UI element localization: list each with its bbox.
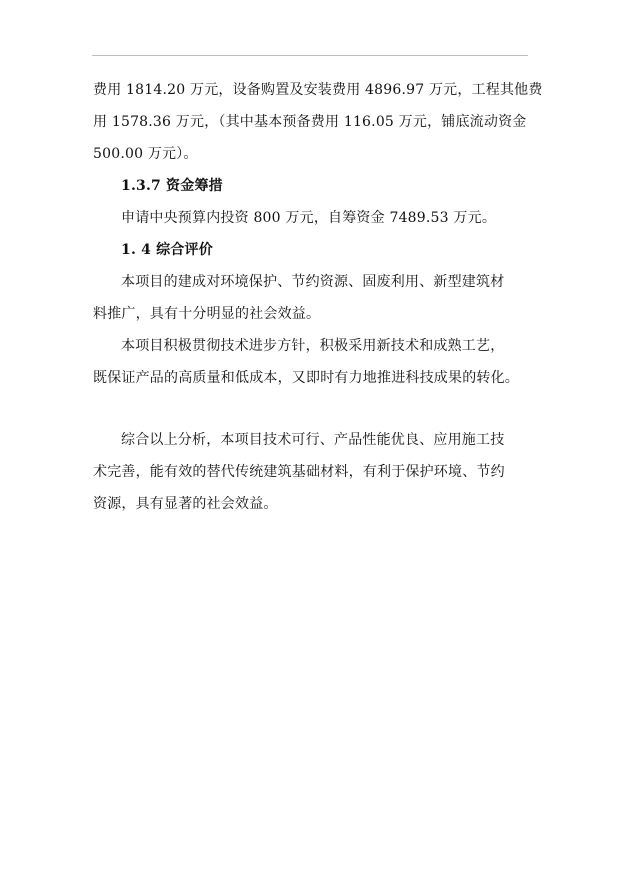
header-rule	[92, 55, 528, 56]
evaluation-para2-line: 既保证产品的高质量和低成本，又即时有力地推进科技成果的转化。	[93, 370, 519, 386]
evaluation-para1-line: 本项目的建成对环境保护、节约资源、固废利用、新型建筑材	[121, 274, 505, 290]
summary-para-line: 资源，具有显著的社会效益。	[93, 496, 278, 512]
blank-line	[93, 399, 527, 429]
body-line: 费用 1814.20 万元，设备购置及安装费用 4896.97 万元，工程其他费	[93, 82, 543, 98]
section-heading-1-3-7: 1.3.7 资金筹措	[121, 178, 223, 194]
summary-para-line: 术完善，能有效的替代传统建筑基础材料，有利于保护环境、节约	[93, 464, 505, 480]
body-line: 用 1578.36 万元，（其中基本预备费用 116.05 万元，铺底流动资金	[93, 114, 527, 130]
summary-para-line: 综合以上分析，本项目技术可行、产品性能优良、应用施工技	[121, 432, 505, 448]
section-heading-1-4: 1. 4 综合评价	[121, 242, 213, 258]
body-line: 500.00 万元）。	[93, 146, 198, 162]
funding-text: 申请中央预算内投资 800 万元，自筹资金 7489.53 万元。	[121, 210, 497, 226]
evaluation-para2-line: 本项目积极贯彻技术进步方针，积极采用新技术和成熟工艺，	[121, 338, 505, 354]
document-body	[93, 79, 543, 525]
evaluation-para1-line: 料推广，具有十分明显的社会效益。	[93, 306, 321, 322]
